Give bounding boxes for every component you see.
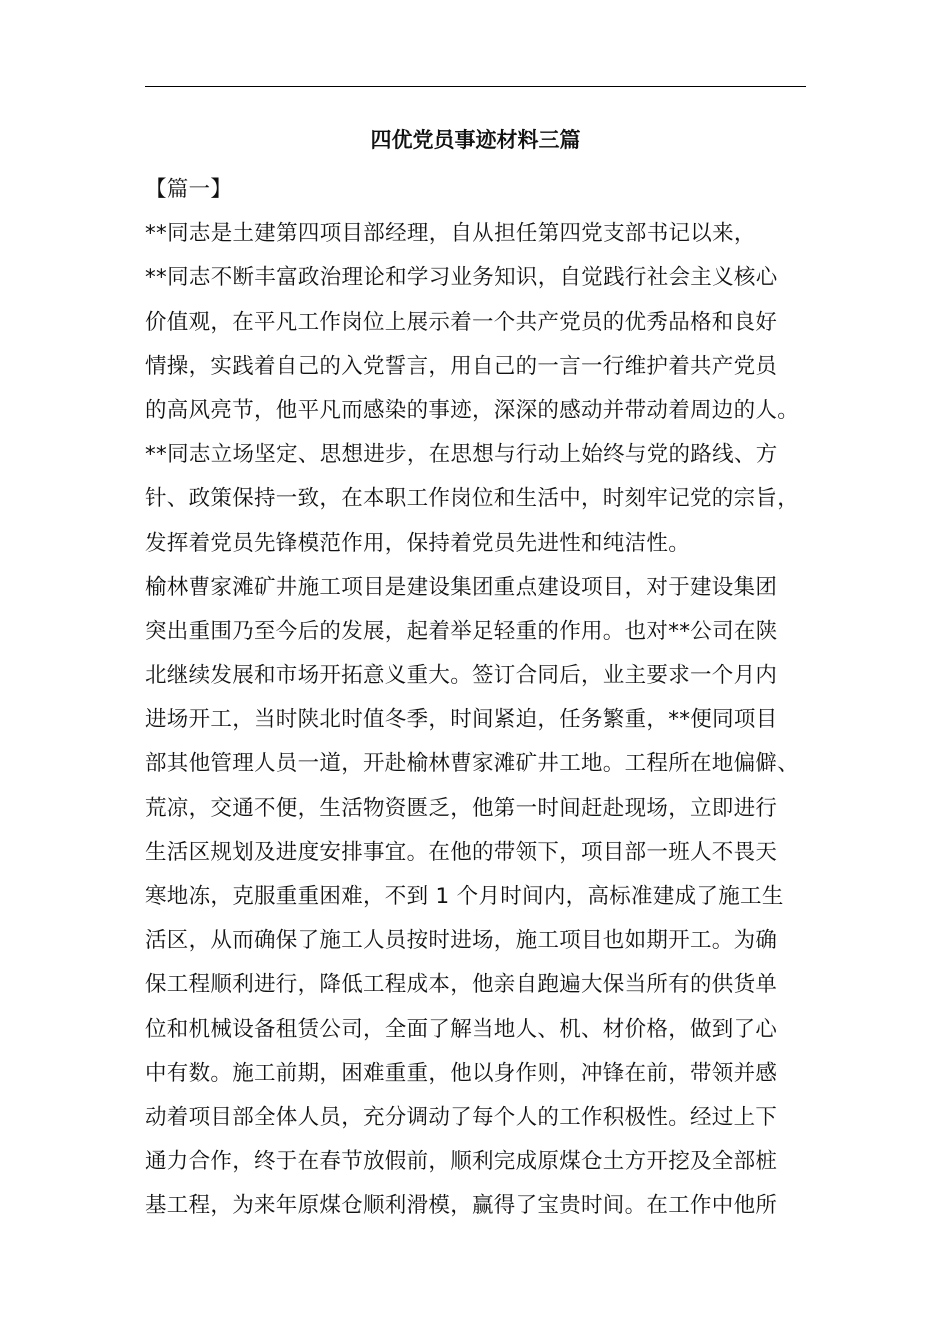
section-heading: 【篇一】 [145,177,233,202]
text-line: 发挥着党员先锋模范作用，保持着党员先进性和纯洁性。 [145,530,691,556]
text-line: **同志立场坚定、思想进步，在思想与行动上始终与党的路线、方 [145,442,778,468]
document-body [145,168,825,1229]
text-line: 基工程，为来年原煤仓顺利滑模，赢得了宝贵时间。在工作中他所 [145,1193,778,1219]
text-line: 保工程顺利进行，降低工程成本，他亲自跑遍大保当所有的供货单 [145,972,778,998]
text-line: 北继续发展和市场开拓意义重大。签订合同后，业主要求一个月内 [145,663,778,689]
text-line: 针、政策保持一致，在本职工作岗位和生活中，时刻牢记党的宗旨， [145,486,800,512]
text-line: 部其他管理人员一道，开赴榆林曹家滩矿井工地。工程所在地偏僻、 [145,751,800,777]
text-line: 进场开工，当时陕北时值冬季，时间紧迫，任务繁重，**便同项目 [145,707,778,733]
header-rule [145,86,806,87]
text-line: 生活区规划及进度安排事宜。在他的带领下，项目部一班人不畏天 [145,839,778,865]
document-title: 四优党员事迹材料三篇 [370,128,581,152]
text-line: 活区，从而确保了施工人员按时进场，施工项目也如期开工。为确 [145,928,778,954]
text-line: 位和机械设备租赁公司，全面了解当地人、机、材价格，做到了心 [145,1016,778,1042]
text-line: 动着项目部全体人员，充分调动了每个人的工作积极性。经过上下 [145,1104,778,1130]
text-line: 中有数。施工前期，困难重重，他以身作则，冲锋在前，带领并感 [145,1060,778,1086]
text-line: 荒凉，交通不便，生活物资匮乏，他第一时间赶赴现场，立即进行 [145,795,778,821]
text-line: 榆林曹家滩矿井施工项目是建设集团重点建设项目，对于建设集团 [145,574,778,600]
text-line: 寒地冻，克服重重困难，不到 1 个月时间内，高标准建成了施工生 [145,884,784,909]
text-line: 情操，实践着自己的入党誓言，用自己的一言一行维护着共产党员 [145,353,778,379]
text-line: **同志是土建第四项目部经理，自从担任第四党支部书记以来， [145,221,756,247]
text-line: 突出重围乃至今后的发展，起着举足轻重的作用。也对**公司在陕 [145,618,778,644]
text-line: **同志不断丰富政治理论和学习业务知识，自觉践行社会主义核心 [145,265,778,291]
text-line: 通力合作，终于在春节放假前，顺利完成原煤仓土方开挖及全部桩 [145,1149,778,1175]
text-line: 的高风亮节，他平凡而感染的事迹，深深的感动并带动着周边的人。 [145,397,800,423]
text-line: 价值观，在平凡工作岗位上展示着一个共产党员的优秀品格和良好 [145,309,778,335]
